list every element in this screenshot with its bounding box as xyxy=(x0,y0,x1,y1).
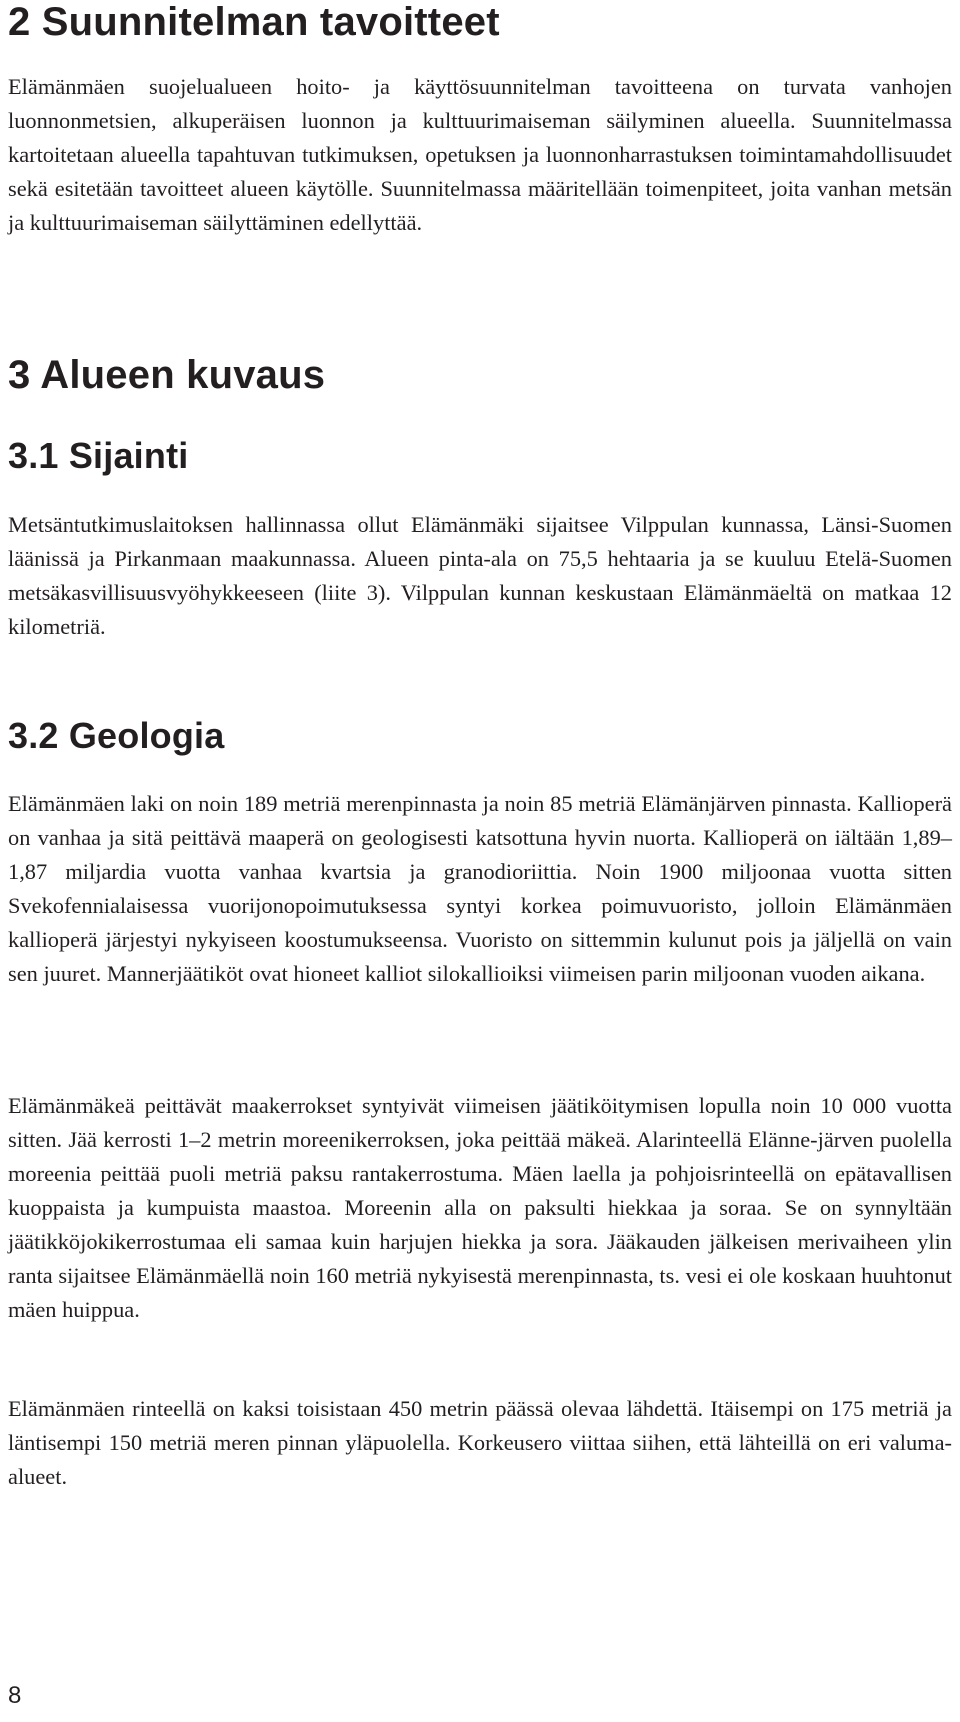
paragraph-tavoitteet: Elämänmäen suojelualueen hoito- ja käyttösuunnitelman tavoitteena on turvata vanhojen luonnonmetsien, alkuperäisen luonnon ja kulttuurimaiseman säilyminen alueella. Suunnitelmassa kartoitetaan alueella tapahtuvan tutkimuksen, opetuksen ja luonnonharrastuksen toimintamahdollisuudet sekä esitetään tavoitteet alueen käytölle. Suunnitelmassa määritellään toimenpiteet, joita vanhan metsän ja kulttuurimaiseman säilyttäminen edellyttää. xyxy=(8,74,952,235)
page-number: 8 xyxy=(8,1682,22,1709)
paragraph-geologia-3: Elämänmäen rinteellä on kaksi toisistaan 450 metrin päässä olevaa lähdettä. Itäisempi on 175 metriä ja läntisempi 150 metriä meren pinnan yläpuolella. Korkeusero viittaa siihen, että lähteillä on eri valuma-alueet. xyxy=(8,1396,952,1489)
subsection-heading-sijainti: 3.1 Sijainti xyxy=(8,435,189,476)
subsection-heading-geologia: 3.2 Geologia xyxy=(8,715,225,756)
paragraph-geologia-1: Elämänmäen laki on noin 189 metriä merenpinnasta ja noin 85 metriä Elämänjärven pinnasta. Kallioperä on vanhaa ja sitä peittävä maaperä on geologisesti katsottuna hyvin nuorta. Kallioperä on iältään 1,89–1,87 miljardia vuotta vanhaa kvartsia ja granodioriittia. Noin 1900 miljoonaa vuotta sitten Svekofennialaisessa vuorijonopoimutuksessa syntyi korkea poimuvuoristo, jolloin Elämänmäen kallioperä järjestyi nykyiseen koostumukseensa. Vuoristo on sittemmin kulunut pois ja jäljellä on vain sen juuret. Mannerjäätiköt ovat hioneet kalliot silokallioiksi viimeisen parin miljoonan vuoden aikana. xyxy=(8,791,952,986)
paragraph-sijainti: Metsäntutkimuslaitoksen hallinnassa ollut Elämänmäki sijaitsee Vilppulan kunnassa, Länsi-Suomen läänissä ja Pirkanmaan maakunnassa. Alueen pinta-ala on 75,5 hehtaaria ja se kuuluu Etelä-Suomen metsäkasvillisuusvyöhykkeeseen (liite 3). Vilppulan kunnan keskustaan Elämänmäeltä on matkaa 12 kilometriä. xyxy=(8,512,952,639)
section-heading-tavoitteet: 2 Suunnitelman tavoitteet xyxy=(8,0,500,44)
paragraph-geologia-2: Elämänmäkeä peittävät maakerrokset syntyivät viimeisen jäätiköitymisen lopulla noin 10 000 vuotta sitten. Jää kerrosti 1–2 metrin moreenikerroksen, joka peittää mäkeä. Alarinteellä Elänne-järven puolella moreenia peittää puoli metriä paksu rantakerrostuma. Mäen laella ja pohjoisrinteellä on epätavallisen kuoppaista ja kumpuista maastoa. Moreenin alla on paksulti hiekkaa ja soraa. Se on synnyltään jäätikköjokikerrostumaa eli samaa kuin harjujen hiekka ja sora. Jääkauden jälkeisen merivaiheen ylin ranta sijaitsee Elämänmäellä noin 160 metriä nykyisestä merenpinnasta, ts. vesi ei ole koskaan huuhtonut mäen huippua. xyxy=(8,1093,952,1322)
section-heading-alueen-kuvaus: 3 Alueen kuvaus xyxy=(8,353,326,397)
